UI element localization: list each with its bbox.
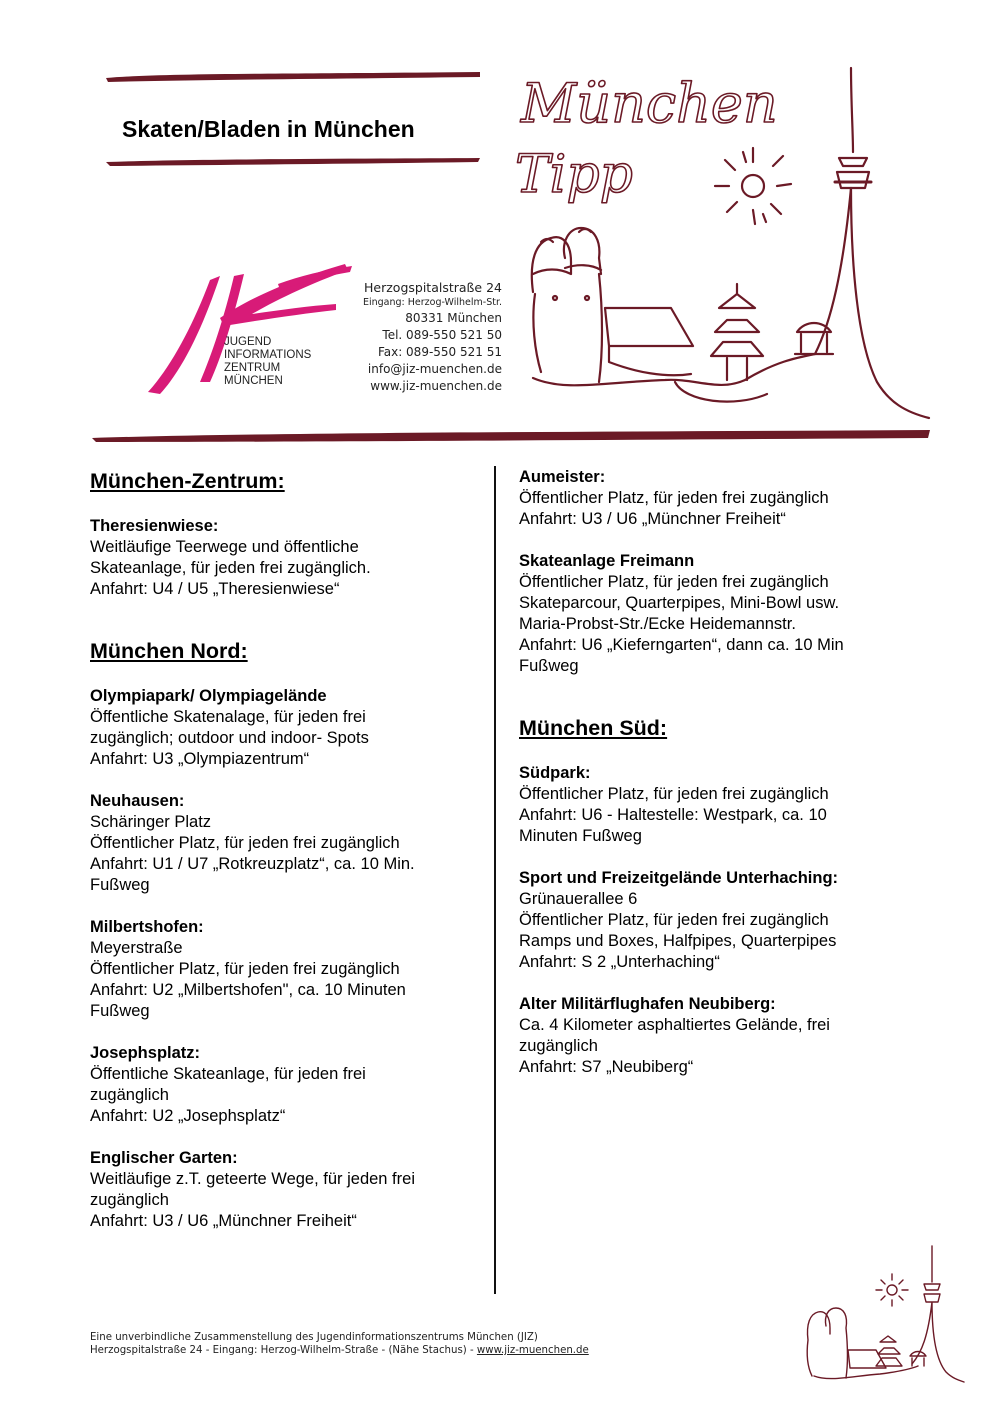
footer-link[interactable]: www.jiz-muenchen.de <box>476 1345 589 1356</box>
tipp-word-tipp: Tipp <box>515 145 633 205</box>
footer-address: Herzogspitalstraße 24 - Eingang: Herzog-Wilhelm-Straße - (Nähe Stachus) - <box>90 1345 477 1356</box>
header-top-brush <box>104 70 482 84</box>
location-name: Olympiapark/ Olympiagelände <box>90 687 327 705</box>
location-line: Anfahrt: U6 - Haltestelle: Westpark, ca. 10 <box>519 806 827 824</box>
address-street: Herzogspitalstraße 24 <box>364 280 502 295</box>
tipp-word-muenchen: München <box>521 72 778 135</box>
logo-line: MÜNCHEN <box>224 375 283 387</box>
location-line: Öffentlicher Platz, für jeden frei zugänglich <box>90 960 400 978</box>
location-line: Anfahrt: S7 „Neubiberg“ <box>519 1058 694 1076</box>
location-name: Neuhausen: <box>90 792 185 810</box>
location-name: Theresienwiese: <box>90 517 219 535</box>
location-name: Aumeister: <box>519 468 606 486</box>
right-column <box>519 460 899 1078</box>
location-line: Fußweg <box>90 876 150 894</box>
page-title: Skaten/Bladen in München <box>122 116 415 142</box>
pagoda-icon <box>711 284 763 380</box>
region-heading-zentrum: München-Zentrum: <box>90 469 285 493</box>
location-line: Öffentlicher Platz, für jeden frei zugänglich <box>519 785 829 803</box>
logo-line: JUGEND <box>224 336 272 348</box>
location-entry <box>90 917 485 1022</box>
location-line: Anfahrt: U4 / U5 „Theresienwiese“ <box>90 580 340 598</box>
location-line: Anfahrt: U1 / U7 „Rotkreuzplatz“, ca. 10 Min. <box>90 855 415 873</box>
address-fax: Fax: 089-550 521 51 <box>377 345 502 359</box>
address-block <box>330 279 502 395</box>
location-entry <box>519 551 899 677</box>
munich-skyline-illustration <box>505 62 935 422</box>
location-line: Anfahrt: U3 „Olympiazentrum“ <box>90 750 310 768</box>
location-line: Öffentlicher Platz, für jeden frei zugänglich <box>519 911 829 929</box>
location-line: Öffentliche Skateanlage, für jeden frei <box>90 1065 366 1083</box>
footer-line: Eine unverbindliche Zusammenstellung des Jugendinformationszentrums München (JIZ) <box>90 1332 538 1343</box>
address-tel: Tel. 089-550 521 50 <box>382 328 502 342</box>
location-line: Anfahrt: U6 „Kieferngarten“, dann ca. 10 Min <box>519 636 844 654</box>
location-name: Sport und Freizeitgelände Unterhaching: <box>519 869 839 887</box>
location-line: Skateparcour, Quarterpipes, Mini-Bowl usw. <box>519 594 840 612</box>
logo-line: ZENTRUM <box>224 362 281 374</box>
location-entry <box>90 686 485 770</box>
address-email[interactable]: info@jiz-muenchen.de <box>367 362 502 376</box>
left-column <box>90 460 485 1232</box>
location-line: Schäringer Platz <box>90 813 212 831</box>
location-line: Anfahrt: U3 / U6 „Münchner Freiheit“ <box>519 510 786 528</box>
location-entry <box>519 763 899 847</box>
location-entry <box>519 467 899 530</box>
location-name: Milbertshofen: <box>90 918 204 936</box>
location-line: zugänglich <box>519 1037 598 1055</box>
location-line: Ramps und Boxes, Halfpipes, Quarterpipes <box>519 932 837 950</box>
munich-skyline-small-icon <box>800 1244 966 1384</box>
location-name: Skateanlage Freimann <box>519 552 695 570</box>
address-city: 80331 München <box>405 311 502 325</box>
tv-tower-icon <box>815 68 929 418</box>
location-name: Josephsplatz: <box>90 1044 201 1062</box>
column-divider <box>494 466 496 1294</box>
location-line: Anfahrt: S 2 „Unterhaching“ <box>519 953 720 971</box>
header-mid-brush <box>104 156 482 168</box>
location-entry <box>519 868 899 973</box>
location-name: Südpark: <box>519 764 591 782</box>
header-bottom-brush <box>90 426 932 444</box>
address-entrance: Eingang: Herzog-Wilhelm-Str. <box>362 297 502 308</box>
location-line: Weitläufige Teerwege und öffentliche <box>90 538 359 556</box>
location-entry <box>90 791 485 896</box>
sun-icon <box>715 148 791 224</box>
location-line: Grünauerallee 6 <box>519 890 638 908</box>
location-line: Öffentlicher Platz, für jeden frei zugänglich <box>519 573 829 591</box>
address-web[interactable]: www.jiz-muenchen.de <box>370 379 502 393</box>
location-line: Minuten Fußweg <box>519 827 642 845</box>
location-line: Fußweg <box>90 1002 150 1020</box>
location-name: Englischer Garten: <box>90 1149 238 1167</box>
location-line: Öffentliche Skatenalage, für jeden frei <box>90 708 366 726</box>
location-line: Meyerstraße <box>90 939 183 957</box>
location-line: Anfahrt: U2 „Josephsplatz“ <box>90 1107 286 1125</box>
page-footer <box>90 1331 589 1357</box>
region-heading-sued: München Süd: <box>519 716 668 740</box>
region-heading-nord: München Nord: <box>90 639 248 663</box>
location-line: Öffentlicher Platz, für jeden frei zugänglich <box>519 489 829 507</box>
location-line: Anfahrt: U2 „Milbertshofen", ca. 10 Minuten <box>90 981 406 999</box>
location-line: Anfahrt: U3 / U6 „Münchner Freiheit“ <box>90 1212 357 1230</box>
location-name: Alter Militärflughafen Neubiberg: <box>519 995 776 1013</box>
location-line: Maria-Probst-Str./Ecke Heidemannstr. <box>519 615 796 633</box>
logo-line: INFORMATIONS <box>224 349 312 361</box>
location-line: zugänglich <box>90 1086 169 1104</box>
location-entry <box>90 516 485 600</box>
frauenkirche-icon <box>532 228 602 382</box>
location-line: Ca. 4 Kilometer asphaltiertes Gelände, frei <box>519 1016 830 1034</box>
location-line: Weitläufige z.T. geteerte Wege, für jeden frei <box>90 1170 415 1188</box>
location-line: Öffentlicher Platz, für jeden frei zugänglich <box>90 834 400 852</box>
footer-line <box>90 1344 589 1357</box>
location-entry <box>90 1043 485 1127</box>
location-line: zugänglich <box>90 1191 169 1209</box>
location-entry <box>519 994 899 1078</box>
location-entry <box>90 1148 485 1232</box>
location-line: Skateanlage, für jeden frei zugänglich. <box>90 559 371 577</box>
location-line: Fußweg <box>519 657 579 675</box>
location-line: zugänglich; outdoor und indoor- Spots <box>90 729 369 747</box>
